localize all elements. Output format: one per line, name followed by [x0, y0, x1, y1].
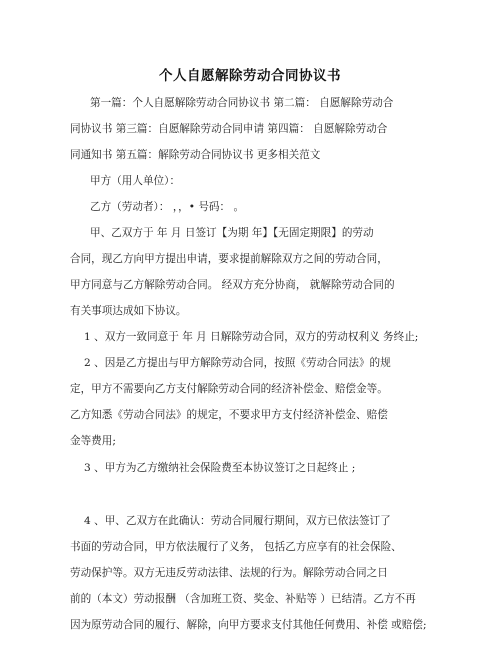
paragraph-line: 同通知书 第五篇：解除劳动合同协议书 更多相关范文 [70, 149, 321, 161]
paragraph-line: 2 、因是乙方提出与甲方解除劳动合同，按照《劳动合同法》的规 [84, 357, 391, 369]
paragraph-line: 书面的劳动合同，甲方依法履行了义务， 包括乙方应享有的社会保险、 [70, 541, 402, 553]
paragraph-line: 3 、甲方为乙方缴纳社会保险费至本协议签订之日起终止 ; [84, 462, 356, 474]
paragraph-line: 有关事项达成如下协议。 [70, 305, 187, 317]
paragraph-line: 同协议书 第三篇：自愿解除劳动合同申请 第四篇： 自愿解除劳动合 [70, 123, 388, 135]
paragraph-line: 定，甲方不需要向乙方支付解除劳动合同的经济补偿金、赔偿金等。 [70, 383, 388, 395]
paragraph-line: 1 、双方一致同意于 年 月 日解除劳动合同，双方的劳动权利义 务终止; [84, 331, 419, 343]
paragraph-line: 因为原劳动合同的履行、解除，向甲方要求支付其他任何费用、补偿 或赔偿; [70, 619, 427, 631]
paragraph-line: 甲、乙双方于 年 月 日签订【为期 年】【无固定期限】的劳动 [90, 227, 374, 239]
paragraph-line: 4 、甲、乙双方在此确认：劳动合同履行期间，双方已依法签订了 [84, 515, 391, 527]
paragraph-line: 劳动保护等。双方无违反劳动法律、法规的行为。解除劳动合同之日 [70, 567, 388, 579]
paragraph-line: 合同，现乙方向甲方提出申请，要求提前解除双方之间的劳动合同， [70, 253, 388, 265]
paragraph-line: 第一篇：个人自愿解除劳动合同协议书 第二篇： 自愿解除劳动合 [90, 97, 394, 109]
paragraph-line: 金等费用; [70, 435, 116, 447]
paragraph-line: 乙方（劳动者）： ，，• 号码： 。 [90, 201, 245, 213]
paragraph-line: 乙方知悉《劳动合同法》的规定，不要求甲方支付经济补偿金、赔偿 [70, 409, 388, 421]
paragraph-line: 前的（本文）劳动报酬 （含加班工资、奖金、补贴等 ）已结清。乙方不再 [70, 593, 416, 605]
paragraph-line: 甲方（用人单位）： [90, 175, 181, 187]
paragraph-line: 甲方同意与乙方解除劳动合同。 经双方充分协商， 就解除劳动合同的 [70, 279, 395, 291]
document-title: 个人自愿解除劳动合同协议书 [159, 68, 341, 84]
